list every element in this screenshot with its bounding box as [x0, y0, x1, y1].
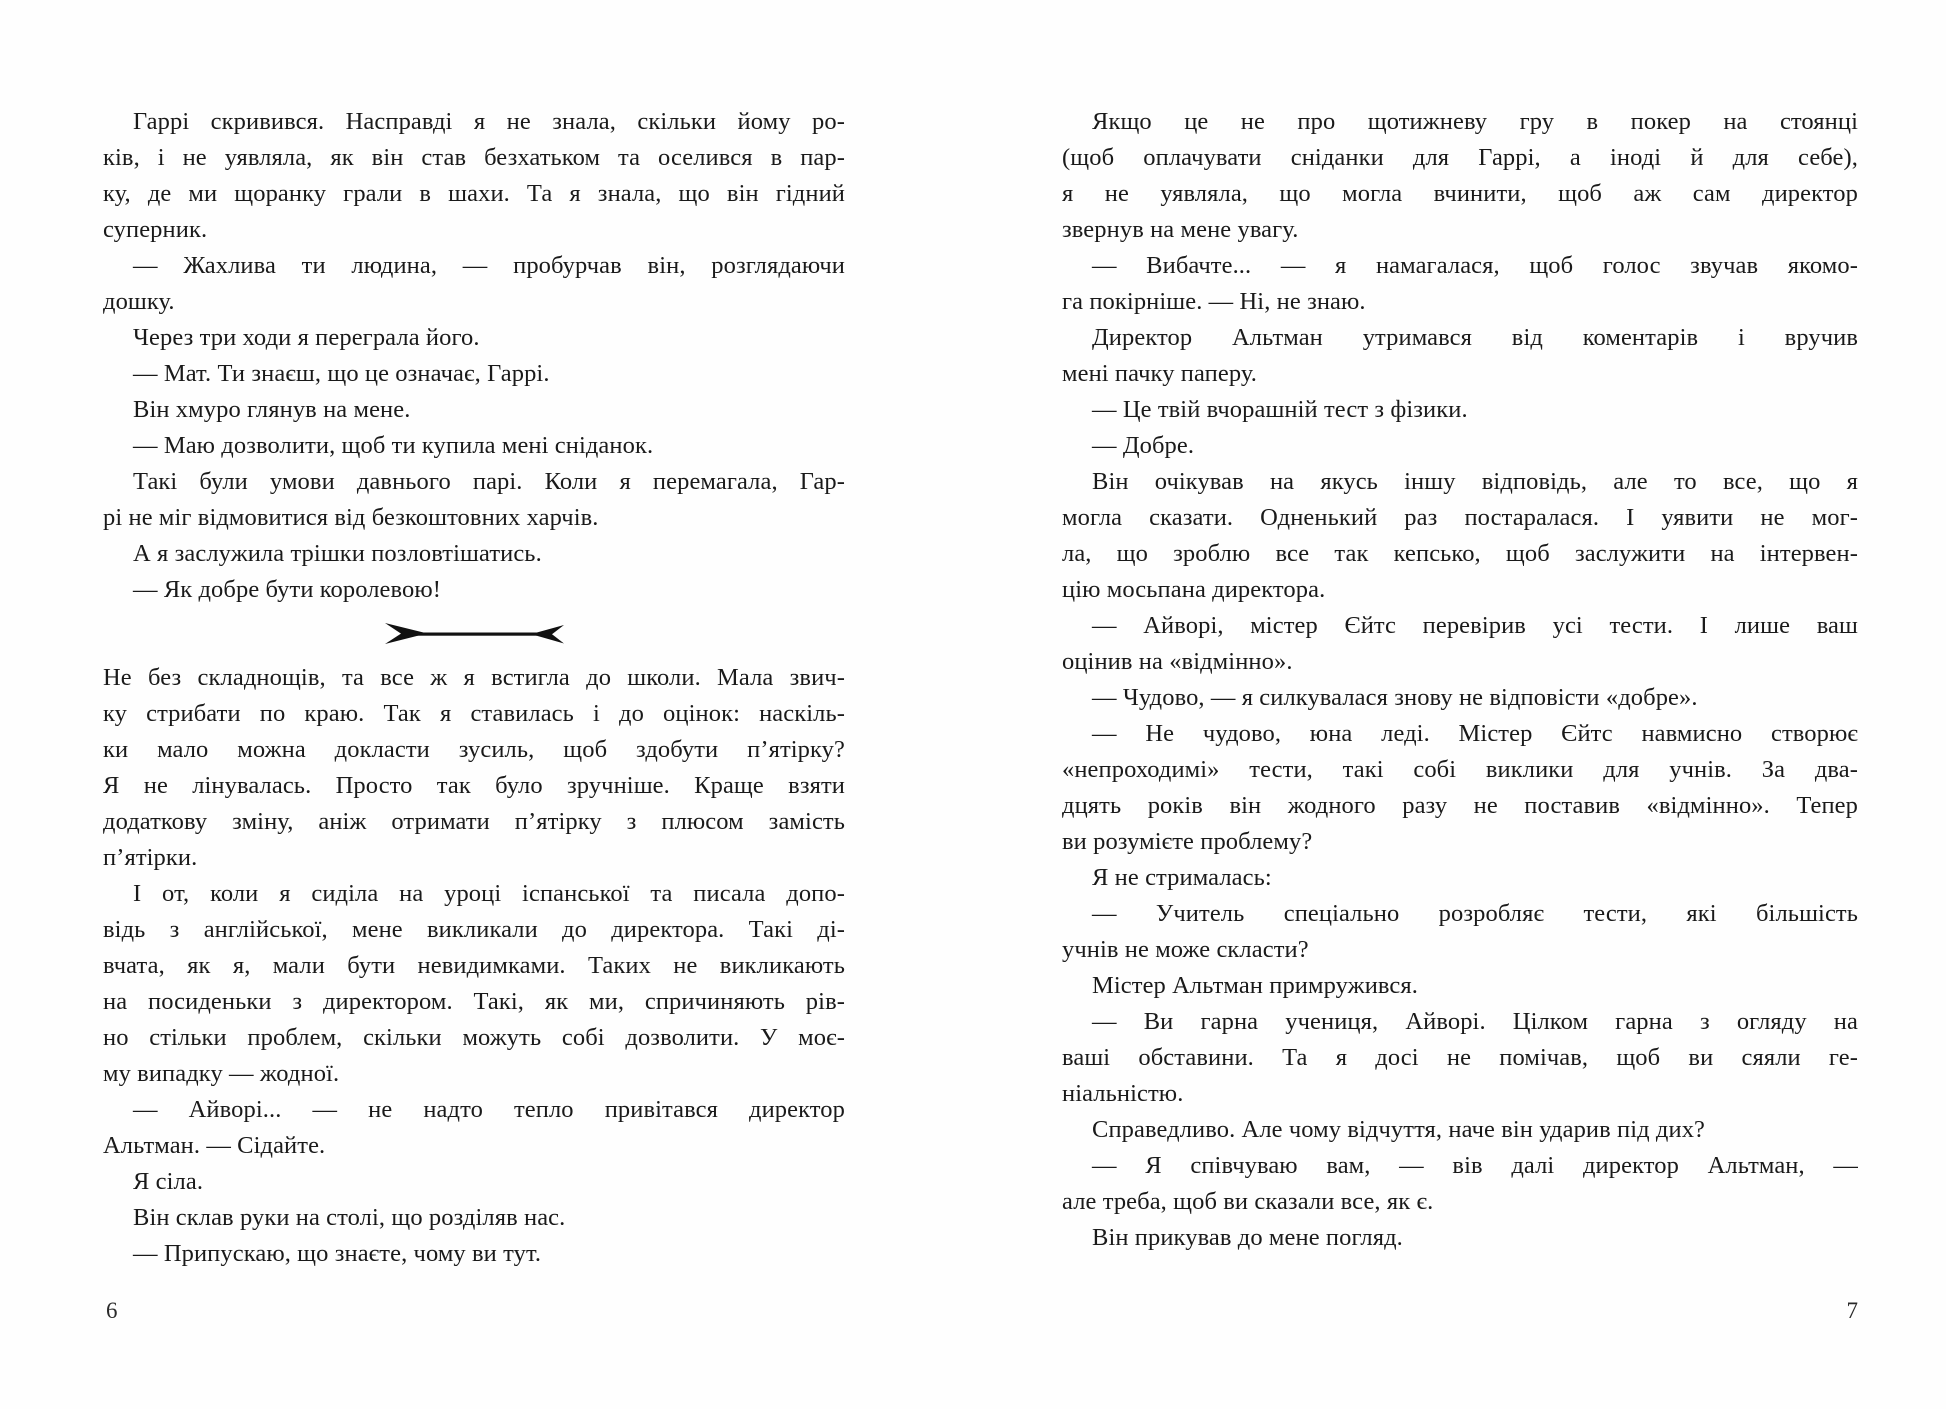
text-line: Він очікував на якусь іншу відповідь, але то все, що я	[1092, 468, 1858, 495]
text-line: — Учитель спеціально розробляє тести, які більшість	[1092, 900, 1858, 927]
text-line: Він хмуро глянув на мене.	[133, 396, 411, 423]
text-line: дошку.	[103, 288, 175, 315]
text-line: Якщо це не про щотижневу гру в покер на стоянці	[1092, 108, 1858, 135]
text-line: рі не міг відмовитися від безкоштовних харчів.	[103, 504, 599, 531]
text-line: учнів не може скласти?	[1062, 936, 1309, 963]
text-line: Директор Альтман утримався від коментарів і вручив	[1092, 324, 1858, 351]
text-line: ваші обставини. Та я досі не помічав, щоб ви сяяли ге-	[1062, 1044, 1858, 1071]
text-line: (щоб оплачувати сніданки для Гаррі, а іноді й для себе),	[1062, 144, 1858, 171]
text-line: — Чудово, — я силкувалася знову не відповісти «добре».	[1092, 684, 1698, 711]
arrow-divider	[103, 608, 845, 660]
text-line: Справедливо. Але чому відчуття, наче він ударив під дих?	[1092, 1116, 1706, 1143]
text-line: — Ви гарна учениця, Айворі. Цілком гарна з огляду на	[1092, 1008, 1858, 1035]
text-line: — Добре.	[1092, 432, 1195, 459]
text-line: Він склав руки на столі, що розділяв нас.	[133, 1204, 566, 1231]
text-line: — Не чудово, юна леді. Містер Єйтс навмисно створює	[1092, 720, 1858, 747]
text-line: Через три ходи я переграла його.	[133, 324, 480, 351]
text-line: — Айворі... — не надто тепло привітався директор	[133, 1096, 845, 1123]
text-line: відь з англійської, мене викликали до директора. Такі ді-	[103, 916, 845, 943]
text-line: — Айворі, містер Єйтс перевірив усі тести. І лише ваш	[1092, 612, 1858, 639]
text-line: ку стрибати по краю. Так я ставилась і до оцінок: наскіль-	[103, 700, 845, 727]
text-line: — Припускаю, що знаєте, чому ви тут.	[133, 1240, 542, 1267]
text-line: га покірніше. — Ні, не знаю.	[1062, 288, 1366, 315]
text-line: Містер Альтман примружився.	[1092, 972, 1418, 999]
page-number-right: 7	[1846, 1298, 1858, 1323]
arrow-ornament-icon	[381, 623, 567, 645]
text-line: але треба, щоб ви сказали все, як є.	[1062, 1188, 1434, 1215]
text-line: — Вибачте... — я намагалася, щоб голос звучав якомо-	[1092, 252, 1858, 279]
text-line: — Жахлива ти людина, — пробурчав він, розглядаючи	[133, 252, 845, 279]
text-line: ків, і не уявляла, як він став безхатьком та оселився в пар-	[103, 144, 845, 171]
text-line: ви розумієте проблему?	[1062, 828, 1313, 855]
text-line: — Як добре бути королевою!	[133, 576, 442, 603]
text-line: но стільки проблем, скільки можуть собі дозволити. У моє-	[103, 1024, 845, 1051]
text-line: — Це твій вчорашній тест з фізики.	[1092, 396, 1468, 423]
text-line: ки мало можна докласти зусиль, щоб здобути п’ятірку?	[103, 736, 845, 763]
text-line: Такі були умови давнього парі. Коли я перемагала, Гар-	[133, 468, 845, 495]
text-line: І от, коли я сиділа на уроці іспанської та писала допо-	[133, 880, 845, 907]
text-line: Не без складнощів, та все ж я встигла до школи. Мала звич-	[103, 664, 845, 691]
text-line: на посиденьки з директором. Такі, як ми, спричиняють рів-	[103, 988, 845, 1015]
text-line: Альтман. — Сідайте.	[103, 1132, 326, 1159]
text-line: — Я співчуваю вам, — вів далі директор Альтман, —	[1092, 1152, 1858, 1179]
text-line: «непроходимі» тести, такі собі виклики для учнів. За два-	[1062, 756, 1858, 783]
text-line: могла сказати. Одненький раз постаралася. І уявити не мог-	[1062, 504, 1858, 531]
text-line: Я сіла.	[133, 1168, 204, 1195]
text-line: ла, що зроблю все так кепсько, щоб заслужити на інтервен-	[1062, 540, 1858, 567]
text-line: — Мат. Ти знаєш, що це означає, Гаррі.	[133, 360, 550, 387]
text-line: мені пачку паперу.	[1062, 360, 1257, 387]
text-line: Я не лінувалась. Просто так було зручніше. Краще взяти	[103, 772, 845, 799]
text-line: звернув на мене увагу.	[1062, 216, 1299, 243]
page-left	[103, 104, 845, 1272]
text-line: ку, де ми щоранку грали в шахи. Та я знала, що він гідний	[103, 180, 845, 207]
page-number-left: 6	[106, 1298, 118, 1323]
text-line: Гаррі скривився. Насправді я не знала, скільки йому ро-	[133, 108, 845, 135]
text-line: А я заслужила трішки позловтішатись.	[133, 540, 542, 567]
text-line: Він прикував до мене погляд.	[1092, 1224, 1403, 1251]
text-line: я не уявляла, що могла вчинити, щоб аж сам директор	[1062, 180, 1858, 207]
text-line: п’ятірки.	[103, 844, 198, 871]
text-line: ніальністю.	[1062, 1080, 1184, 1107]
text-line: цію мосьпана директора.	[1062, 576, 1326, 603]
text-line: вчата, як я, мали бути невидимками. Таких не викликають	[103, 952, 845, 979]
text-line: додаткову зміну, аніж отримати п’ятірку з плюсом замість	[103, 808, 845, 835]
text-line: му випадку — жодної.	[103, 1060, 340, 1087]
page-right	[1062, 104, 1858, 1256]
text-line: дцять років він жодного разу не поставив «відмінно». Тепер	[1062, 792, 1858, 819]
text-line: суперник.	[103, 216, 208, 243]
text-line: — Маю дозволити, щоб ти купила мені сніданок.	[133, 432, 654, 459]
text-line: оцінив на «відмінно».	[1062, 648, 1293, 675]
text-line: Я не стрималась:	[1092, 864, 1272, 891]
